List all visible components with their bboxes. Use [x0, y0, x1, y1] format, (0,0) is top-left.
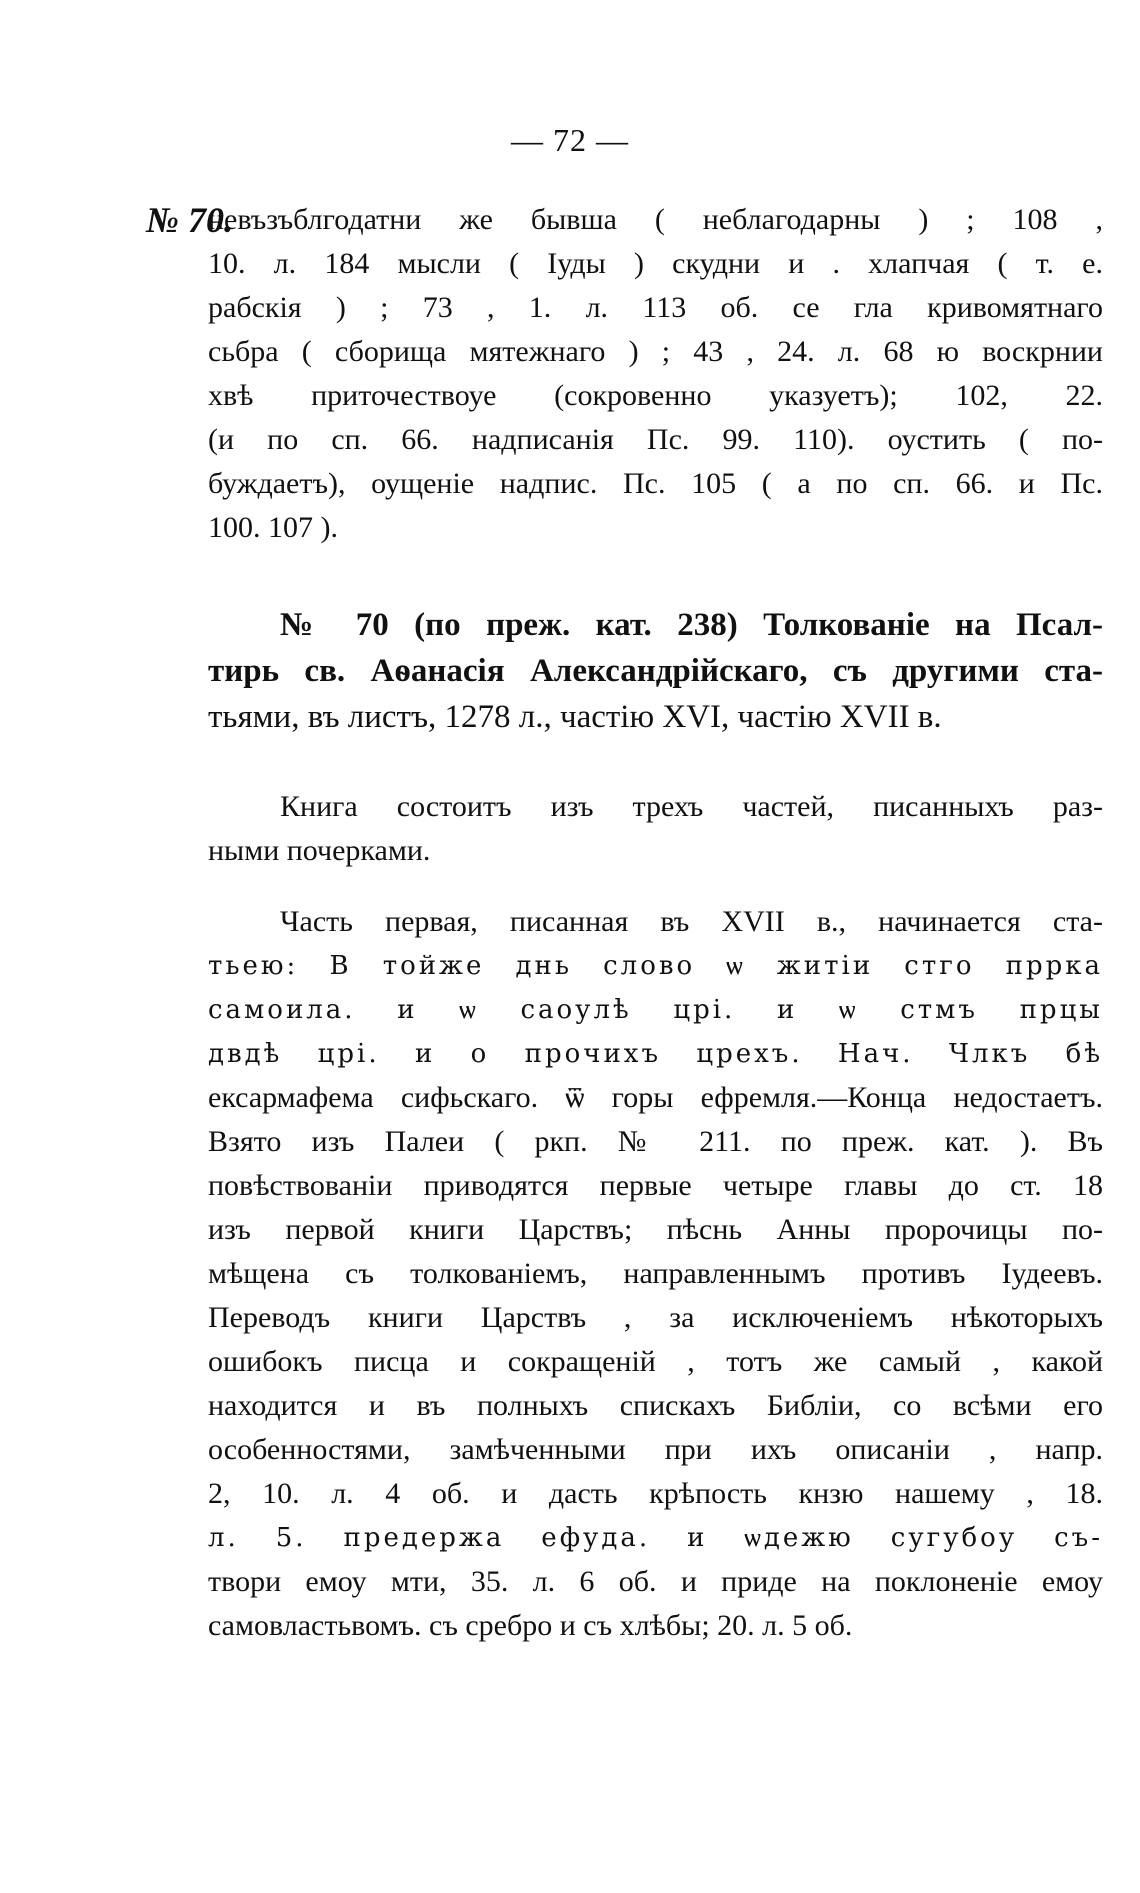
- heading-line: тьями, въ листъ, 1278 л., частiю XVI, частiю XVII в.: [208, 699, 942, 735]
- entry-number-mark: № 70.: [146, 200, 233, 240]
- text-line: л. 5. предержа ефуда. и ѡдежю сугубоу съ-: [208, 1523, 1103, 1553]
- top-entry-text: [208, 198, 1103, 550]
- text-line: двдѣ црi. и о прочихъ црехъ. Нач. Члкъ бѣ: [208, 1039, 1103, 1069]
- text-line: Книга состоитъ изъ трехъ частей, писанныхъ раз-: [280, 790, 1103, 823]
- heading-line: тирь св. Аѳанасiя Александрiйскаго, съ другими ста-: [208, 653, 1103, 689]
- text-line: буждаетъ), оущенiе надпис. Пс. 105 ( а по сп. 66. и Пс.: [208, 467, 1103, 500]
- text-line: твори емоу мти, 35. л. 6 об. и приде на поклоненiе емоу: [208, 1565, 1103, 1598]
- text-line: ошибокъ писца и сокращенiй , тотъ же самый , какой: [208, 1345, 1103, 1378]
- text-line: повѣствованiи приводятся первые четыре главы до ст. 18: [208, 1169, 1103, 1202]
- text-line: изъ первой книги Царствъ; пѣснь Анны пророчицы по-: [208, 1213, 1103, 1246]
- text-line: 100. 107 ).: [208, 511, 338, 544]
- text-line: Часть первая, писанная въ XVII в., начинается ста-: [280, 905, 1103, 938]
- paragraph-first-part: [208, 900, 1103, 1648]
- heading-line: № 70 (по преж. кат. 238) Толкованiе на Псал-: [280, 607, 1103, 643]
- text-line: особенностями, замѣченными при ихъ описанiи , напр.: [208, 1433, 1103, 1466]
- text-line: рабскiя ) ; 73 , 1. л. 113 об. се гла кривомятнаго: [208, 291, 1103, 324]
- text-line: ексармафема сифьскаго. ѿ горы ефремля.—Конца недостаетъ.: [208, 1081, 1103, 1114]
- text-line: мѣщена съ толкованiемъ, направленнымъ противъ Iудеевъ.: [208, 1257, 1103, 1290]
- text-line: находится и въ полныхъ спискахъ Библiи, со всѣми его: [208, 1389, 1103, 1422]
- text-line: тьею: В тойже днь слово ѡ житiи стго пррка: [208, 951, 1103, 981]
- text-line: Переводъ книги Царствъ , за исключенiемъ нѣкоторыхъ: [208, 1301, 1103, 1334]
- text-line: 2, 10. л. 4 об. и дасть крѣпость кнзю нашему , 18.: [208, 1477, 1103, 1510]
- text-line: Взято изъ Палеи ( ркп. № 211. по преж. кат. ). Въ: [208, 1125, 1103, 1158]
- manuscript-heading: [208, 602, 1103, 740]
- text-line: хвѣ приточествоуе (сокровенно указуетъ); 102, 22.: [208, 379, 1103, 412]
- text-line: сьбра ( сборища мятежнаго ) ; 43 , 24. л. 68 ю воскрнии: [208, 335, 1103, 368]
- text-line: невъзъблгодатни же бывша ( неблагодарны ) ; 108 ,: [208, 203, 1103, 236]
- paragraph-book-parts: [208, 785, 1103, 873]
- text-line: 10. л. 184 мысли ( Iуды ) скудни и . хлапчая ( т. е.: [208, 247, 1103, 280]
- text-line: (и по сп. 66. надписанiя Пс. 99. 110). оустить ( по-: [208, 423, 1103, 456]
- text-line: самовластьвомъ. съ сребро и съ хлѣбы; 20. л. 5 об.: [208, 1609, 853, 1642]
- text-line: самоила. и ѡ саоулѣ црi. и ѡ стмъ прцы: [208, 995, 1103, 1025]
- text-line: ными почерками.: [208, 834, 431, 867]
- page-number: — 72 —: [511, 122, 629, 158]
